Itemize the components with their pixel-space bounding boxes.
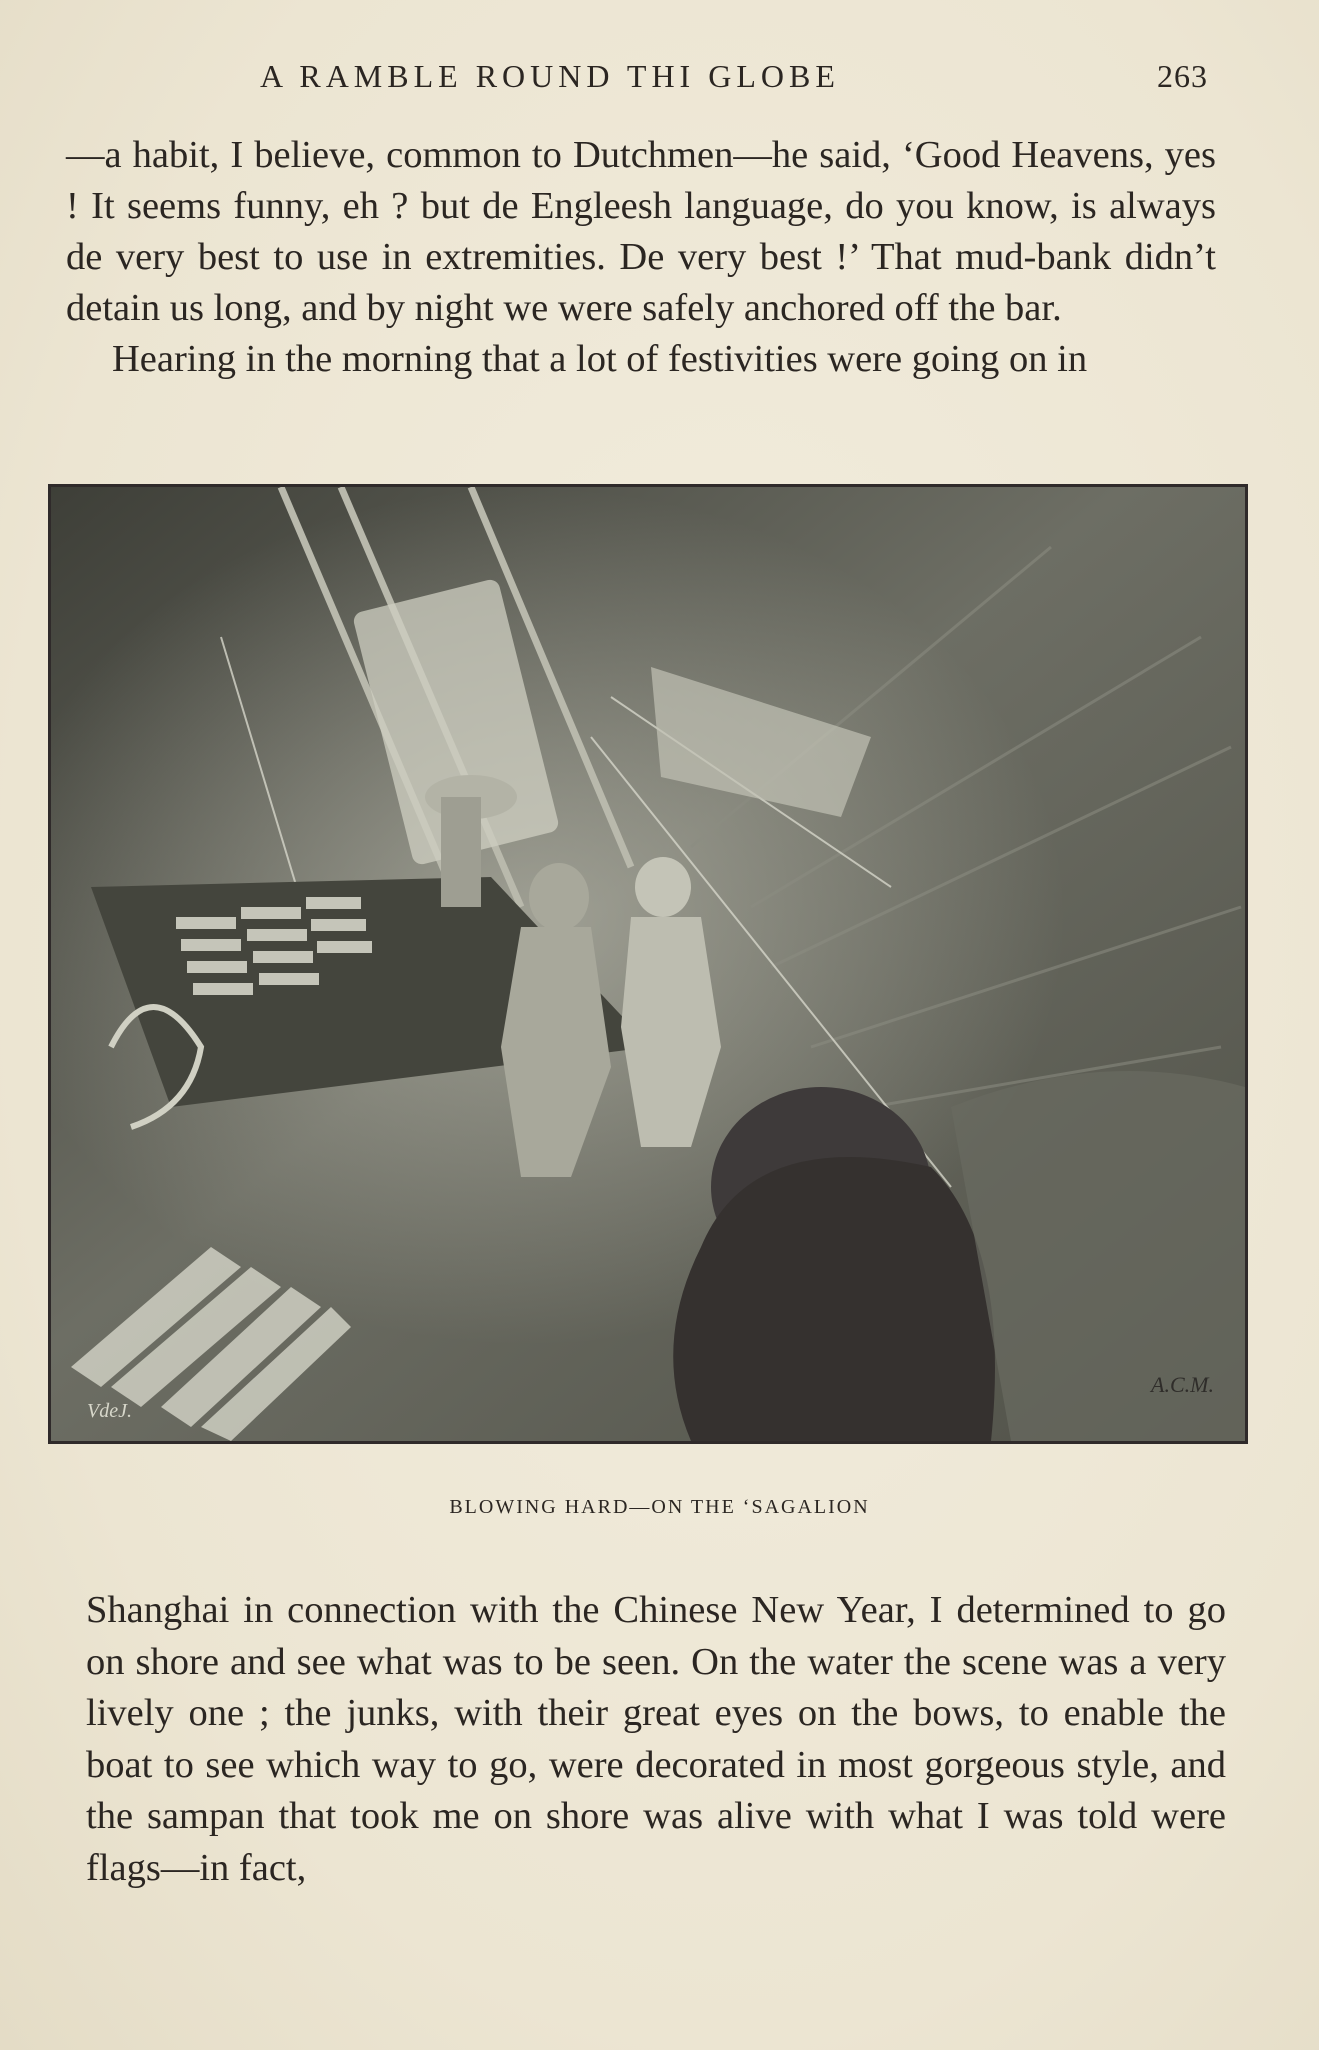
- artist-signature-left: VdeJ.: [87, 1400, 132, 1422]
- paragraph-body: [86, 1585, 1226, 1894]
- figure-caption: BLOWING HARD—ON THE ‘SAGALION: [449, 1496, 870, 1518]
- paragraph-body-text: Shanghai in connection with the Chinese New Year, I determined to go on shore and see what was to be seen. On the water the scene was a very lively one ; the junks, with their great eyes on the bows, to enable the boat to see which way to go, were decorated in most gorgeous style, and the sampan that took me on shore was alive with what I was told were flags—in fact,: [86, 1589, 1226, 1889]
- storm-scene-engraving: [51, 487, 1245, 1441]
- paragraph-continuation-text: —a habit, I believe, common to Dutchmen—he said, ‘Good Heavens, yes ! It seems funny, eh ? but de Engleesh language, do you know, is always de very best to use in extremities. De very best !’ That mud-bank didn’t detain us long, and by night we were safely anchored off the bar.: [66, 134, 1216, 329]
- illustration: [48, 484, 1248, 1444]
- running-title: A RAMBLE ROUND THI GLOBE: [260, 58, 840, 94]
- paragraph-opening-line: Hearing in the morning that a lot of festivities were going on in: [112, 338, 1088, 380]
- page-number: 263: [1157, 58, 1208, 94]
- paragraph-continued: [66, 130, 1216, 385]
- artist-signature-right: A.C.M.: [1151, 1372, 1214, 1397]
